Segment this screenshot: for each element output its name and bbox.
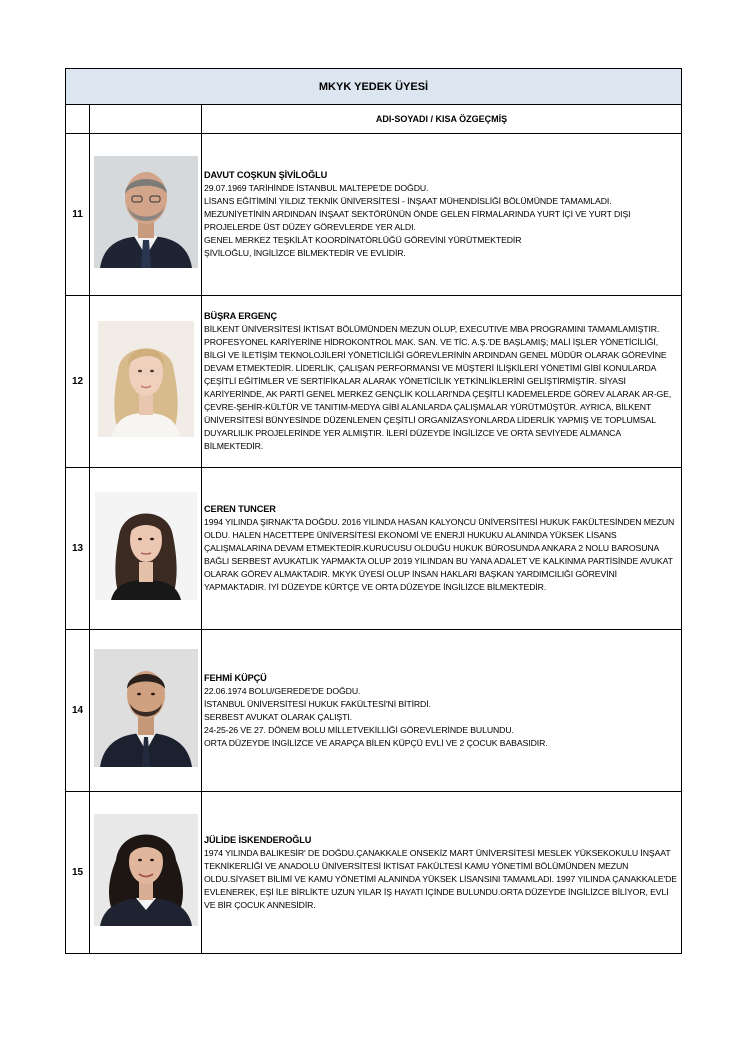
member-photo-cell: [90, 134, 202, 296]
member-bio-cell: [202, 468, 682, 630]
bio-line: 24-25-26 VE 27. DÖNEM BOLU MİLLETVEKİLLİĞİ GÖREVLERİNDE BULUNDU.: [204, 724, 514, 735]
column-header: ADI-SOYADI / KISA ÖZGEÇMİŞ: [202, 105, 682, 134]
bio-line: GENEL MERKEZ TEŞKİLÂT KOORDİNATÖRLÜĞÜ GÖREVİNİ YÜRÜTMEKTEDİR: [204, 235, 522, 245]
member-name: DAVUT COŞKUN ŞİVİLOĞLU: [204, 170, 328, 180]
member-bio-cell: [202, 630, 682, 792]
bio-line: LİSANS EĞİTİMİNİ YILDIZ TEKNİK ÜNİVERSİTESİ - İNŞAAT MÜHENDİSLİĞİ BÖLÜMÜNDE TAMAMLADI. MEZUNİYETİNİN ARDINDAN İNŞAAT SEKTÖRÜNÜN ÖNDE GELEN FİRMALARINDA YURT İÇİ VE YURT DIŞI PROJELERDE ÜST DÜZEY GÖREVLERDE YER ALDI.: [204, 196, 631, 232]
bio-line: 22.06.1974 BOLU/GEREDE'DE DOĞDU.: [204, 685, 361, 696]
members-table: [65, 68, 682, 954]
member-row: [66, 468, 682, 630]
member-name: JÜLİDE İSKENDEROĞLU: [204, 834, 312, 845]
bio-line: İSTANBUL ÜNİVERSİTESİ HUKUK FAKÜLTESİ'Nİ BİTİRDİ.: [204, 698, 431, 709]
member-name: CEREN TUNCER: [204, 504, 276, 514]
member-photo-cell: [90, 468, 202, 630]
member-photo: [98, 321, 194, 437]
table-title: MKYK YEDEK ÜYESİ: [66, 69, 682, 105]
bio-line: BİLKENT ÜNİVERSİTESİ İKTİSAT BÖLÜMÜNDEN MEZUN OLUP, EXECUTIVE MBA PROGRAMINI TAMAMLAMIŞTIR. PROFESYONEL KARİYERİNE HİDROKONTROL MAK. SAN. VE TİC. A.Ş.'DE BAŞLAMIŞ; MALİ İŞLER YÖNETİCİLİĞİ, BİLGİ VE İLETİŞİM TEKNOLOJİLERİ YÖNETİCİLİĞİ GÖREVLERİNİN ARDINDAN GENEL MÜDÜR OLARAK GÖREVİNE DEVAM ETMEKTEDİR. LİDERLİK, ÇALIŞAN PERFORMANSI VE MÜŞTERİ İLİŞKİLERİ YÖNETİMİ GİBİ KONULARDA ÇEŞİTLİ EĞİTİMLER VE SERTİFİKALAR ALARAK YÖNETİCİLİK YETKİNLİKLERİNİ GELİŞTİRMİŞTİR. SİYASİ KARİYERİNDE, AK PARTİ GENEL MERKEZ GENÇLİK KOLLARI'NDA ÇEŞİTLİ KADEMELERDE GÖREV ALARAK AR-GE, ÇEVRE-ŞEHİR-KÜLTÜR VE TANITIM-MEDYA GİBİ ALANLARDA ÇALIŞMALAR YÜRÜTMÜŞTÜR. AYRICA, BİLKENT ÜNİVERSİTESİ BÜNYESİNDE DÜZENLENEN ÇEŞİTLİ ORGANİZASYONLARDA LİDERLİK YAPMIŞ VE TOPLUMSAL DUYARLILIK PROJELERİNDE YER ALMIŞTIR. İLERİ DÜZEYDE İNGİLİZCE VE ORTA SEVİYEDE ALMANCA BİLMEKTEDİR.: [204, 324, 672, 451]
member-bio-cell: [202, 134, 682, 296]
member-photo: [95, 492, 197, 600]
bio-line: 1994 YILINDA ŞIRNAK'TA DOĞDU. 2016 YILINDA HASAN KALYONCU ÜNİVERSİTESİ HUKUK FAKÜLTESİNDEN MEZUN OLDU. HALEN HACETTEPE ÜNİVERSİTESİ EKONOMİ VE ENERJİ HUKUKU ALANINDA YÜKSEK LİSANS ÇALIŞMALARINA DEVAM ETMEKTEDİR.KURUCUSU OLDUĞU HUKUK BÜROSUNDA ANKARA 2 NOLU BAROSUNA BAĞLI SERBEST AVUKATLIK YAPMAKTA OLUP 2019 YILINDAN BU YANA ADALET VE KALKINMA PARTİSİNDE AVUKAT OLARAK GÖREV ALMAKTADIR. MKYK ÜYESİ OLUP İNSAN HAKLARI BAŞKAN YARDIMCILIĞI GÖREVİNİ YAPMAKTADIR. İYİ DÜZEYDE KÜRTÇE VE ORTA DÜZEYDE İNGİLİZCE BİLMEKTEDİR.: [204, 517, 675, 592]
member-photo-cell: [90, 792, 202, 954]
members-document: [65, 68, 681, 954]
member-number: 15: [66, 792, 90, 954]
bio-line: 29.07.1969 TARİHİNDE İSTANBUL MALTEPE'DE DOĞDU.: [204, 183, 429, 193]
header-empty-cell: [90, 105, 202, 134]
bio-line: ŞİVİLOĞLU, İNGİLİZCE BİLMEKTEDİR VE EVLİDİR.: [204, 248, 406, 258]
header-empty-cell: [66, 105, 90, 134]
title-row: [66, 69, 682, 105]
member-name: FEHMİ KÜPÇÜ: [204, 672, 267, 683]
member-number: 12: [66, 296, 90, 468]
member-number: 13: [66, 468, 90, 630]
member-photo-cell: [90, 630, 202, 792]
bio-line: ORTA DÜZEYDE İNGİLİZCE VE ARAPÇA BİLEN KÜPÇÜ EVLİ VE 2 ÇOCUK BABASIDIR.: [204, 737, 548, 748]
member-row: [66, 296, 682, 468]
member-number: 11: [66, 134, 90, 296]
bio-line: 1974 YILINDA BALIKESİR' DE DOĞDU.ÇANAKKALE ONSEKİZ MART ÜNİVERSİTESİ MESLEK YÜKSEKOKULU İNŞAAT TEKNİKERLİĞİ VE ANADOLU ÜNİVERSİTESİ İKTİSAT FAKÜLTESİ KAMU YÖNETİMİ BÖLÜMÜNDEN MEZUN OLDU.SİYASET BİLİMİ VE KAMU YÖNETİMİ ALANINDA YÜKSEK LİSANSINI TAMAMLADI. 1997 YILINDA ÇANAKKALE'DE EVLENEREK, EŞİ İLE BİRLİKTE UZUN YILAR İŞ HAYATI İÇİNDE BULUNDU.ORTA DÜZEYDE İNGİLİZCE BİLİYOR, EVLİ VE BİR ÇOCUK ANNESİDİR.: [204, 847, 677, 910]
member-row: [66, 134, 682, 296]
header-row: [66, 105, 682, 134]
member-photo: [94, 156, 198, 268]
member-name: BÜŞRA ERGENÇ: [204, 311, 277, 321]
member-bio-cell: [202, 792, 682, 954]
member-photo: [94, 649, 198, 767]
bio-line: SERBEST AVUKAT OLARAK ÇALIŞTI.: [204, 711, 352, 722]
member-number: 14: [66, 630, 90, 792]
member-photo: [94, 814, 198, 926]
member-bio-cell: [202, 296, 682, 468]
member-row: [66, 792, 682, 954]
member-row: [66, 630, 682, 792]
member-photo-cell: [90, 296, 202, 468]
